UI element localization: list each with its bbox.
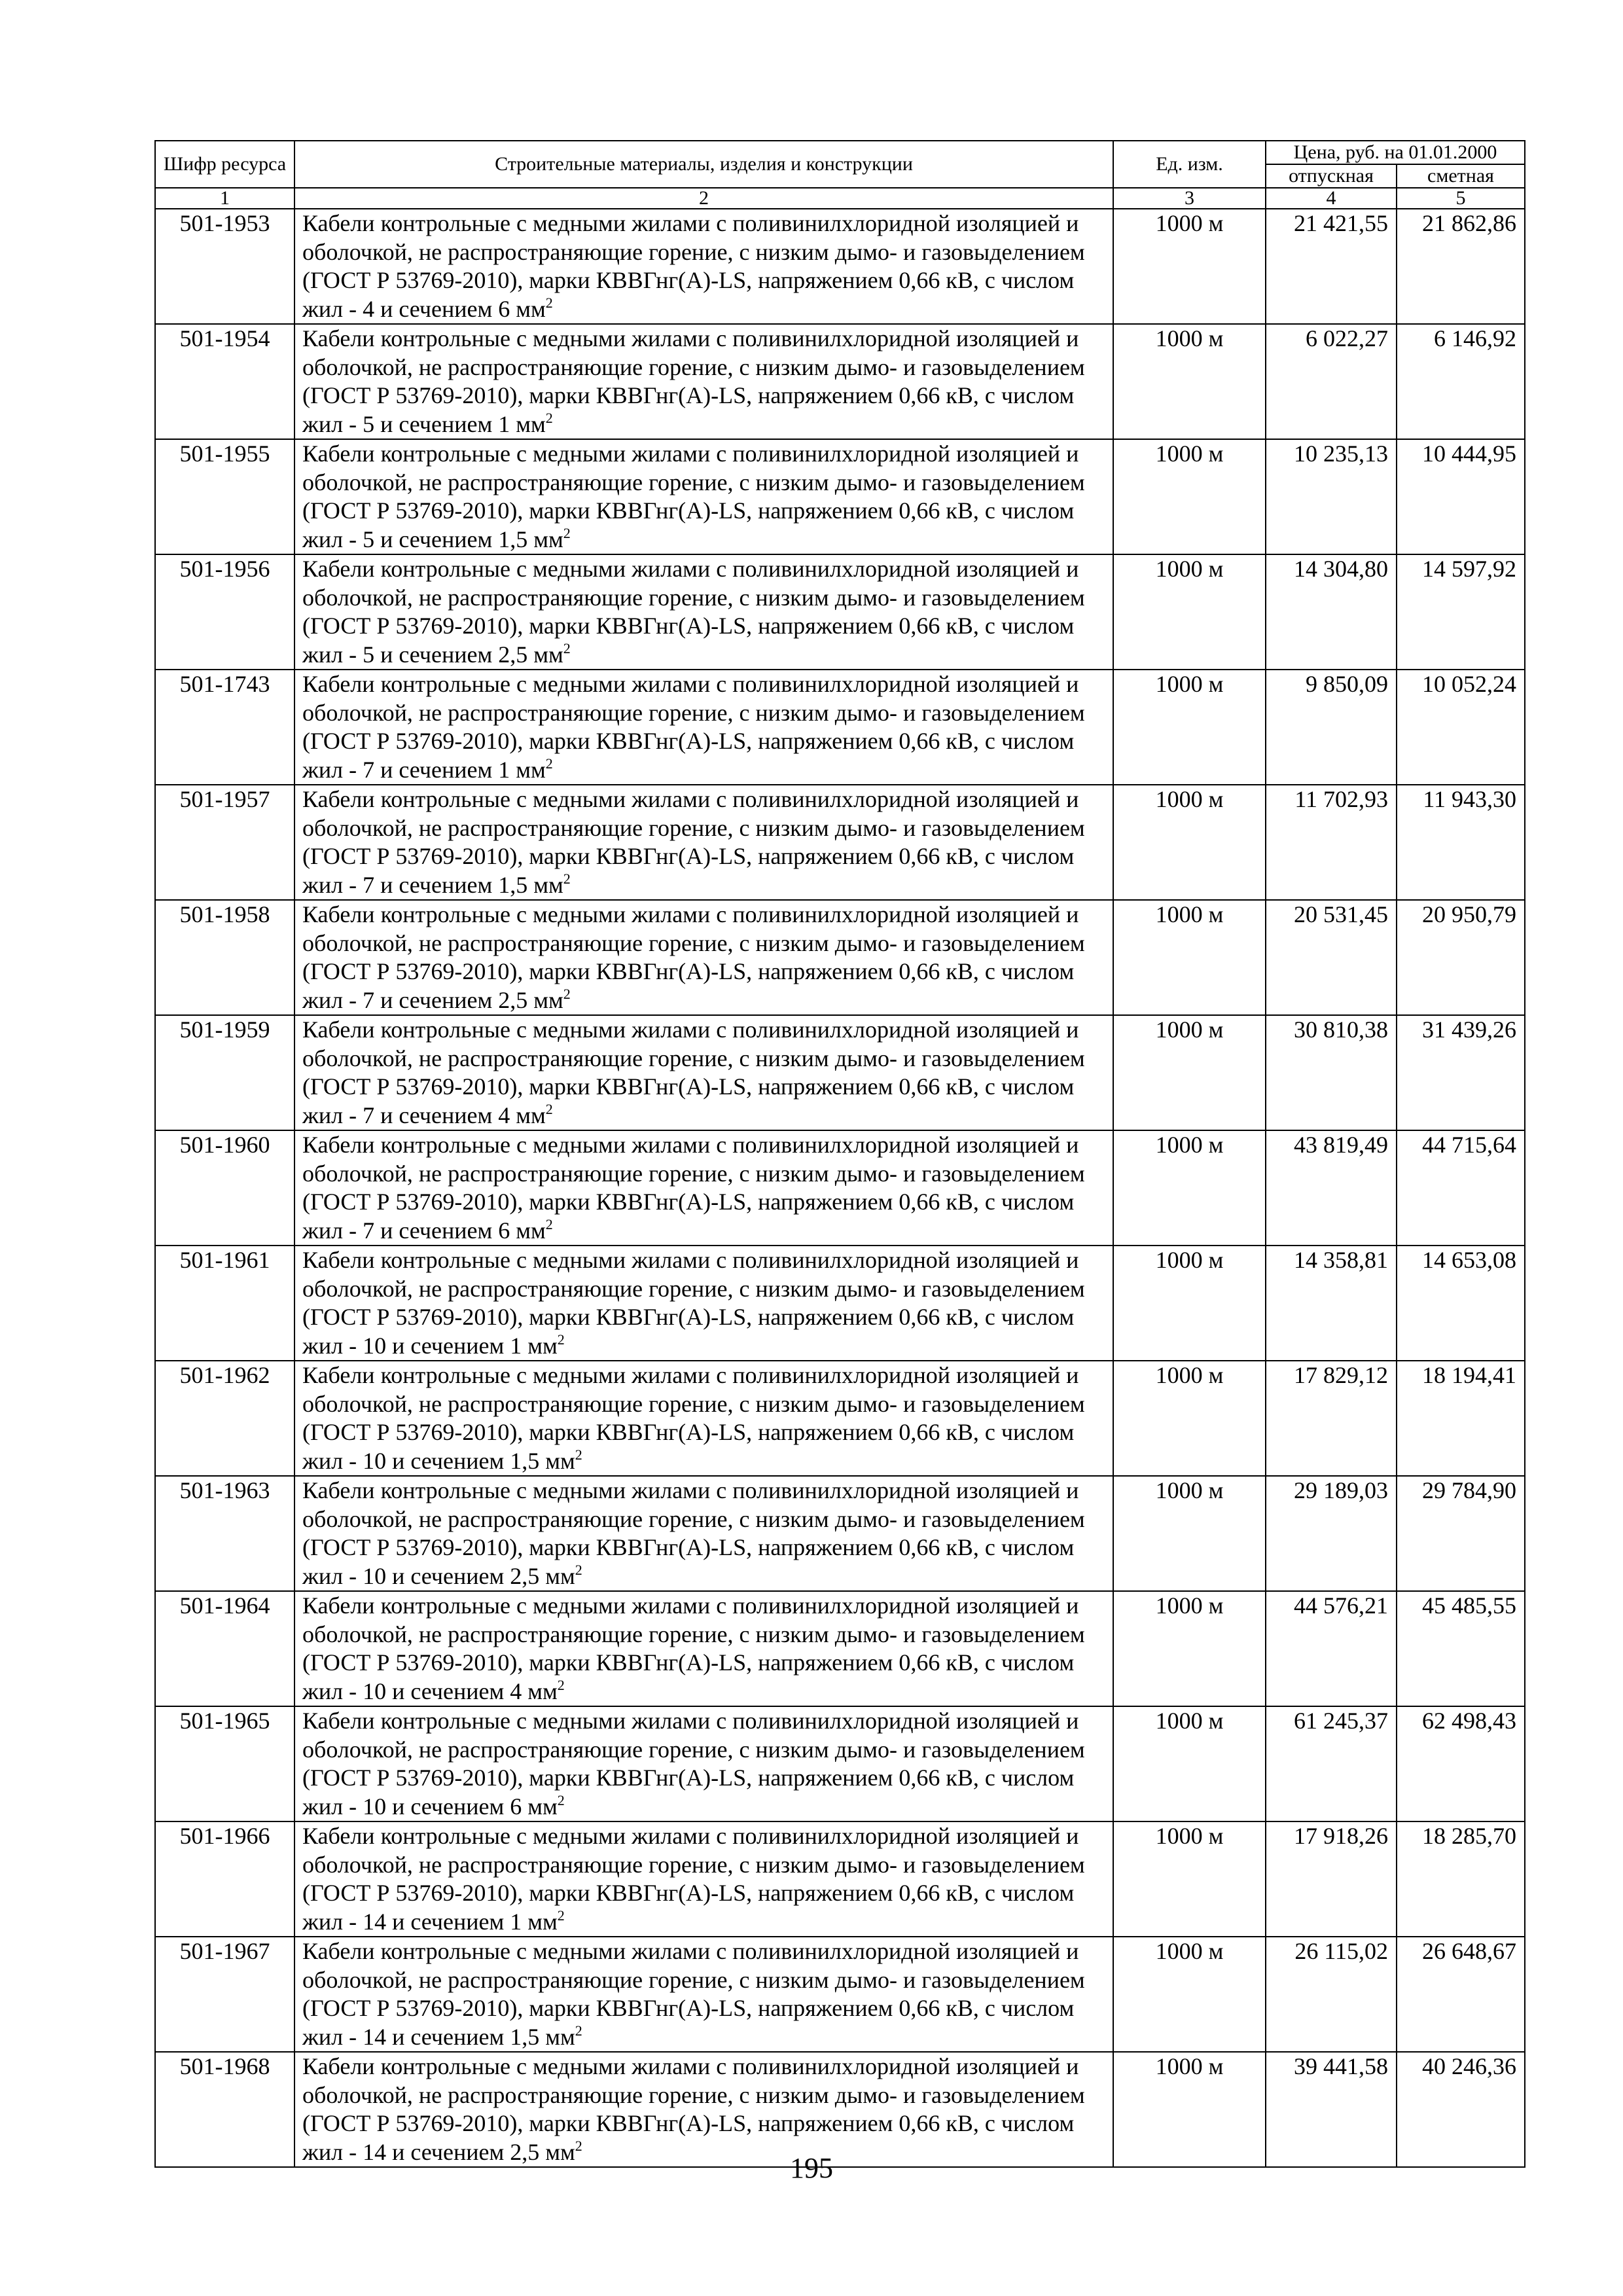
estimate-price: 62 498,43 xyxy=(1397,1706,1525,1821)
header-unit: Ед. изм. xyxy=(1113,141,1266,188)
table-row xyxy=(155,1015,1525,1130)
superscript: 2 xyxy=(563,639,571,656)
material-description xyxy=(294,1361,1113,1476)
resource-code: 501-1961 xyxy=(155,1246,294,1361)
estimate-price: 21 862,86 xyxy=(1397,209,1525,324)
resource-code: 501-1960 xyxy=(155,1130,294,1246)
release-price: 26 115,02 xyxy=(1266,1937,1397,2052)
unit: 1000 м xyxy=(1113,439,1266,554)
description-text: Кабели контрольные с медными жилами с поливинилхлоридной изоляцией и оболочкой, не распространяющие горение, с низким дымо- и газовыделением (ГОСТ Р 53769-2010), марки КВВГнг(A)-LS, напряжением 0,66 кВ, с числом жил - 7 и сечением 1,5 мм xyxy=(302,786,1085,898)
unit: 1000 м xyxy=(1113,1591,1266,1706)
release-price: 39 441,58 xyxy=(1266,2052,1397,2167)
material-description xyxy=(294,1476,1113,1591)
material-description xyxy=(294,2052,1113,2167)
column-number: 5 xyxy=(1397,188,1525,209)
description-text: Кабели контрольные с медными жилами с поливинилхлоридной изоляцией и оболочкой, не распространяющие горение, с низким дымо- и газовыделением (ГОСТ Р 53769-2010), марки КВВГнг(A)-LS, напряжением 0,66 кВ, с числом жил - 5 и сечением 1,5 мм xyxy=(302,440,1085,552)
material-description xyxy=(294,1015,1113,1130)
column-number: 2 xyxy=(294,188,1113,209)
table-header xyxy=(155,141,1525,209)
description-text: Кабели контрольные с медными жилами с поливинилхлоридной изоляцией и оболочкой, не распространяющие горение, с низким дымо- и газовыделением (ГОСТ Р 53769-2010), марки КВВГнг(A)-LS, напряжением 0,66 кВ, с числом жил - 7 и сечением 1 мм xyxy=(302,671,1085,783)
estimate-price: 29 784,90 xyxy=(1397,1476,1525,1591)
unit: 1000 м xyxy=(1113,554,1266,670)
estimate-price: 26 648,67 xyxy=(1397,1937,1525,2052)
material-description xyxy=(294,900,1113,1015)
estimate-price: 20 950,79 xyxy=(1397,900,1525,1015)
release-price: 30 810,38 xyxy=(1266,1015,1397,1130)
unit: 1000 м xyxy=(1113,1706,1266,1821)
resource-code: 501-1957 xyxy=(155,785,294,900)
unit: 1000 м xyxy=(1113,1937,1266,2052)
header-code: Шифр ресурса xyxy=(155,141,294,188)
unit: 1000 м xyxy=(1113,1821,1266,1937)
column-number-row xyxy=(155,188,1525,209)
unit: 1000 м xyxy=(1113,785,1266,900)
description-text: Кабели контрольные с медными жилами с поливинилхлоридной изоляцией и оболочкой, не распространяющие горение, с низким дымо- и газовыделением (ГОСТ Р 53769-2010), марки КВВГнг(A)-LS, напряжением 0,66 кВ, с числом жил - 14 и сечением 2,5 мм xyxy=(302,2053,1085,2165)
release-price: 10 235,13 xyxy=(1266,439,1397,554)
superscript: 2 xyxy=(575,2022,582,2039)
material-description xyxy=(294,209,1113,324)
estimate-price: 45 485,55 xyxy=(1397,1591,1525,1706)
release-price: 11 702,93 xyxy=(1266,785,1397,900)
material-description xyxy=(294,1591,1113,1706)
description-text: Кабели контрольные с медными жилами с поливинилхлоридной изоляцией и оболочкой, не распространяющие горение, с низким дымо- и газовыделением (ГОСТ Р 53769-2010), марки КВВГнг(A)-LS, напряжением 0,66 кВ, с числом жил - 10 и сечением 1,5 мм xyxy=(302,1362,1085,1474)
description-text: Кабели контрольные с медными жилами с поливинилхлоридной изоляцией и оболочкой, не распространяющие горение, с низким дымо- и газовыделением (ГОСТ Р 53769-2010), марки КВВГнг(A)-LS, напряжением 0,66 кВ, с числом жил - 14 и сечением 1,5 мм xyxy=(302,1938,1085,2050)
superscript: 2 xyxy=(557,1331,565,1348)
superscript: 2 xyxy=(563,985,571,1002)
release-price: 61 245,37 xyxy=(1266,1706,1397,1821)
table-row xyxy=(155,324,1525,439)
release-price: 43 819,49 xyxy=(1266,1130,1397,1246)
unit: 1000 м xyxy=(1113,209,1266,324)
estimate-price: 6 146,92 xyxy=(1397,324,1525,439)
column-number: 1 xyxy=(155,188,294,209)
superscript: 2 xyxy=(545,1100,553,1117)
price-table xyxy=(154,140,1525,2168)
unit: 1000 м xyxy=(1113,670,1266,785)
superscript: 2 xyxy=(563,524,571,541)
estimate-price: 14 597,92 xyxy=(1397,554,1525,670)
estimate-price: 31 439,26 xyxy=(1397,1015,1525,1130)
resource-code: 501-1964 xyxy=(155,1591,294,1706)
resource-code: 501-1953 xyxy=(155,209,294,324)
description-text: Кабели контрольные с медными жилами с поливинилхлоридной изоляцией и оболочкой, не распространяющие горение, с низким дымо- и газовыделением (ГОСТ Р 53769-2010), марки КВВГнг(A)-LS, напряжением 0,66 кВ, с числом жил - 7 и сечением 4 мм xyxy=(302,1016,1085,1128)
superscript: 2 xyxy=(545,294,553,311)
unit: 1000 м xyxy=(1113,1361,1266,1476)
estimate-price: 11 943,30 xyxy=(1397,785,1525,900)
estimate-price: 14 653,08 xyxy=(1397,1246,1525,1361)
table-row xyxy=(155,2052,1525,2167)
superscript: 2 xyxy=(557,1791,565,1808)
description-text: Кабели контрольные с медными жилами с поливинилхлоридной изоляцией и оболочкой, не распространяющие горение, с низким дымо- и газовыделением (ГОСТ Р 53769-2010), марки КВВГнг(A)-LS, напряжением 0,66 кВ, с числом жил - 14 и сечением 1 мм xyxy=(302,1823,1085,1935)
estimate-price: 40 246,36 xyxy=(1397,2052,1525,2167)
description-text: Кабели контрольные с медными жилами с поливинилхлоридной изоляцией и оболочкой, не распространяющие горение, с низким дымо- и газовыделением (ГОСТ Р 53769-2010), марки КВВГнг(A)-LS, напряжением 0,66 кВ, с числом жил - 10 и сечением 2,5 мм xyxy=(302,1477,1085,1589)
header-release: отпускная xyxy=(1266,164,1397,188)
resource-code: 501-1956 xyxy=(155,554,294,670)
resource-code: 501-1966 xyxy=(155,1821,294,1937)
release-price: 44 576,21 xyxy=(1266,1591,1397,1706)
table-row xyxy=(155,1821,1525,1937)
estimate-price: 10 444,95 xyxy=(1397,439,1525,554)
description-text: Кабели контрольные с медными жилами с поливинилхлоридной изоляцией и оболочкой, не распространяющие горение, с низким дымо- и газовыделением (ГОСТ Р 53769-2010), марки КВВГнг(A)-LS, напряжением 0,66 кВ, с числом жил - 5 и сечением 2,5 мм xyxy=(302,556,1085,668)
header-material: Строительные материалы, изделия и конструкции xyxy=(294,141,1113,188)
material-description xyxy=(294,1821,1113,1937)
column-number: 3 xyxy=(1113,188,1266,209)
estimate-price: 18 285,70 xyxy=(1397,1821,1525,1937)
resource-code: 501-1968 xyxy=(155,2052,294,2167)
release-price: 20 531,45 xyxy=(1266,900,1397,1015)
material-description xyxy=(294,439,1113,554)
table-row xyxy=(155,1476,1525,1591)
description-text: Кабели контрольные с медными жилами с поливинилхлоридной изоляцией и оболочкой, не распространяющие горение, с низким дымо- и газовыделением (ГОСТ Р 53769-2010), марки КВВГнг(A)-LS, напряжением 0,66 кВ, с числом жил - 7 и сечением 2,5 мм xyxy=(302,901,1085,1013)
resource-code: 501-1954 xyxy=(155,324,294,439)
material-description xyxy=(294,554,1113,670)
table-row xyxy=(155,1246,1525,1361)
superscript: 2 xyxy=(575,1561,582,1578)
superscript: 2 xyxy=(575,2137,582,2154)
table-row xyxy=(155,1706,1525,1821)
material-description xyxy=(294,1937,1113,2052)
unit: 1000 м xyxy=(1113,1476,1266,1591)
resource-code: 501-1959 xyxy=(155,1015,294,1130)
header-price: Цена, руб. на 01.01.2000 xyxy=(1266,141,1525,164)
description-text: Кабели контрольные с медными жилами с поливинилхлоридной изоляцией и оболочкой, не распространяющие горение, с низким дымо- и газовыделением (ГОСТ Р 53769-2010), марки КВВГнг(A)-LS, напряжением 0,66 кВ, с числом жил - 10 и сечением 6 мм xyxy=(302,1708,1085,1820)
table-row xyxy=(155,900,1525,1015)
description-text: Кабели контрольные с медными жилами с поливинилхлоридной изоляцией и оболочкой, не распространяющие горение, с низким дымо- и газовыделением (ГОСТ Р 53769-2010), марки КВВГнг(A)-LS, напряжением 0,66 кВ, с числом жил - 10 и сечением 1 мм xyxy=(302,1247,1085,1359)
header-estimate: сметная xyxy=(1397,164,1525,188)
table-body xyxy=(155,209,1525,2167)
table-row xyxy=(155,1361,1525,1476)
table-row xyxy=(155,785,1525,900)
material-description xyxy=(294,785,1113,900)
material-description xyxy=(294,324,1113,439)
resource-code: 501-1962 xyxy=(155,1361,294,1476)
resource-code: 501-1743 xyxy=(155,670,294,785)
unit: 1000 м xyxy=(1113,1015,1266,1130)
description-text: Кабели контрольные с медными жилами с поливинилхлоридной изоляцией и оболочкой, не распространяющие горение, с низким дымо- и газовыделением (ГОСТ Р 53769-2010), марки КВВГнг(A)-LS, напряжением 0,66 кВ, с числом жил - 4 и сечением 6 мм xyxy=(302,210,1085,322)
release-price: 17 829,12 xyxy=(1266,1361,1397,1476)
description-text: Кабели контрольные с медными жилами с поливинилхлоридной изоляцией и оболочкой, не распространяющие горение, с низким дымо- и газовыделением (ГОСТ Р 53769-2010), марки КВВГнг(A)-LS, напряжением 0,66 кВ, с числом жил - 7 и сечением 6 мм xyxy=(302,1132,1085,1244)
superscript: 2 xyxy=(545,755,553,772)
superscript: 2 xyxy=(557,1676,565,1693)
release-price: 6 022,27 xyxy=(1266,324,1397,439)
table-row xyxy=(155,209,1525,324)
unit: 1000 м xyxy=(1113,324,1266,439)
table-row xyxy=(155,439,1525,554)
description-text: Кабели контрольные с медными жилами с поливинилхлоридной изоляцией и оболочкой, не распространяющие горение, с низким дымо- и газовыделением (ГОСТ Р 53769-2010), марки КВВГнг(A)-LS, напряжением 0,66 кВ, с числом жил - 10 и сечением 4 мм xyxy=(302,1592,1085,1704)
material-description xyxy=(294,1246,1113,1361)
superscript: 2 xyxy=(575,1446,582,1463)
superscript: 2 xyxy=(563,870,571,887)
resource-code: 501-1955 xyxy=(155,439,294,554)
description-text: Кабели контрольные с медными жилами с поливинилхлоридной изоляцией и оболочкой, не распространяющие горение, с низким дымо- и газовыделением (ГОСТ Р 53769-2010), марки КВВГнг(A)-LS, напряжением 0,66 кВ, с числом жил - 5 и сечением 1 мм xyxy=(302,325,1085,437)
table-row xyxy=(155,670,1525,785)
table-row xyxy=(155,1591,1525,1706)
estimate-price: 10 052,24 xyxy=(1397,670,1525,785)
column-number: 4 xyxy=(1266,188,1397,209)
material-description xyxy=(294,1706,1113,1821)
release-price: 17 918,26 xyxy=(1266,1821,1397,1937)
resource-code: 501-1965 xyxy=(155,1706,294,1821)
resource-code: 501-1963 xyxy=(155,1476,294,1591)
estimate-price: 44 715,64 xyxy=(1397,1130,1525,1246)
release-price: 29 189,03 xyxy=(1266,1476,1397,1591)
estimate-price: 18 194,41 xyxy=(1397,1361,1525,1476)
release-price: 14 304,80 xyxy=(1266,554,1397,670)
page-number: 195 xyxy=(790,2152,833,2184)
unit: 1000 м xyxy=(1113,900,1266,1015)
resource-code: 501-1958 xyxy=(155,900,294,1015)
unit: 1000 м xyxy=(1113,1130,1266,1246)
superscript: 2 xyxy=(545,409,553,426)
table-row xyxy=(155,1130,1525,1246)
material-description xyxy=(294,1130,1113,1246)
table-row xyxy=(155,1937,1525,2052)
superscript: 2 xyxy=(557,1907,565,1924)
resource-code: 501-1967 xyxy=(155,1937,294,2052)
release-price: 9 850,09 xyxy=(1266,670,1397,785)
superscript: 2 xyxy=(545,1215,553,1232)
material-description xyxy=(294,670,1113,785)
release-price: 14 358,81 xyxy=(1266,1246,1397,1361)
table-row xyxy=(155,554,1525,670)
unit: 1000 м xyxy=(1113,2052,1266,2167)
release-price: 21 421,55 xyxy=(1266,209,1397,324)
unit: 1000 м xyxy=(1113,1246,1266,1361)
